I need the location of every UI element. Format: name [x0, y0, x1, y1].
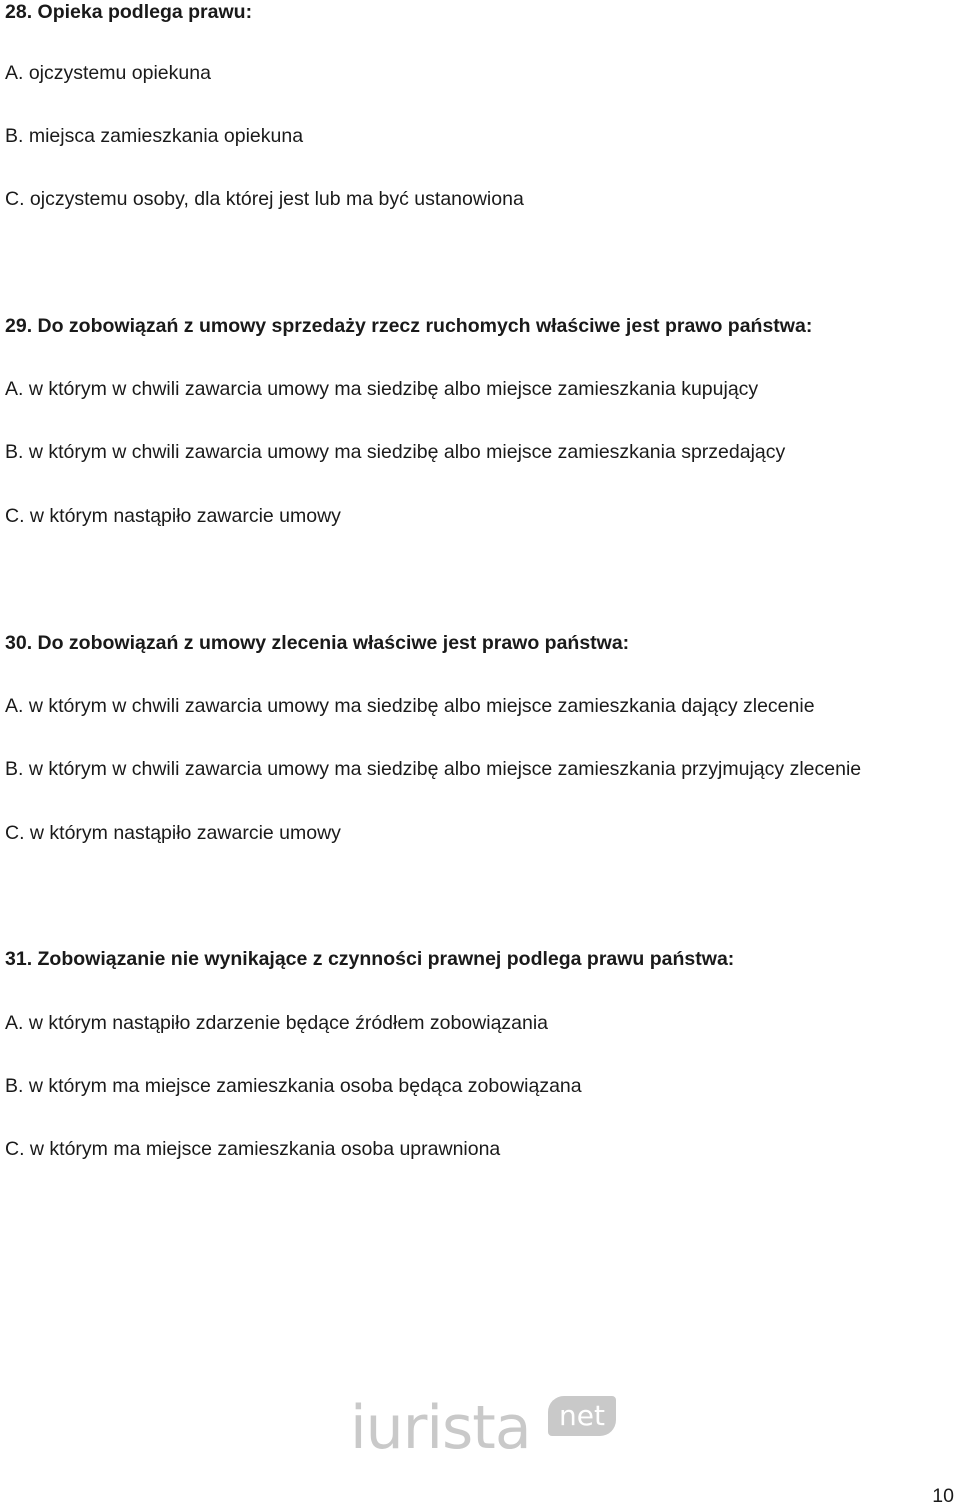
question-28-answer-b: B. miejsca zamieszkania opiekuna [5, 125, 304, 147]
question-29-answer-a: A. w którym w chwili zawarcia umowy ma siedzibę albo miejsce zamieszkania kupujący [5, 378, 759, 400]
logo-badge [548, 1396, 616, 1436]
question-28-answer-c: C. ojczystemu osoby, dla której jest lub ma być ustanowiona [5, 188, 524, 210]
question-30-answer-b: B. w którym w chwili zawarcia umowy ma siedzibę albo miejsce zamieszkania przyjmujący zlecenie [5, 758, 862, 780]
question-29-title: 29. Do zobowiązań z umowy sprzedaży rzecz ruchomych właściwe jest prawo państwa: [5, 315, 813, 337]
iurista-logo [350, 1392, 620, 1464]
question-28-answer-a: A. ojczystemu opiekuna [5, 62, 211, 84]
question-30-answer-a: A. w którym w chwili zawarcia umowy ma siedzibę albo miejsce zamieszkania dający zlecenie [5, 695, 815, 717]
page-number: 10 [932, 1485, 954, 1507]
question-30-answer-c: C. w którym nastąpiło zawarcie umowy [5, 822, 341, 844]
question-31-answer-a: A. w którym nastąpiło zdarzenie będące źródłem zobowiązania [5, 1012, 549, 1034]
question-31-title: 31. Zobowiązanie nie wynikające z czynności prawnej podlega prawu państwa: [5, 948, 735, 970]
question-31-answer-c: C. w którym ma miejsce zamieszkania osoba uprawniona [5, 1138, 501, 1160]
question-30-title: 30. Do zobowiązań z umowy zlecenia właściwe jest prawo państwa: [5, 632, 630, 654]
question-31-answer-b: B. w którym ma miejsce zamieszkania osoba będąca zobowiązana [5, 1075, 582, 1097]
logo-wordmark: iurista [350, 1393, 531, 1463]
question-29-answer-c: C. w którym nastąpiło zawarcie umowy [5, 505, 341, 527]
logo-badge-text: net [559, 1399, 605, 1432]
question-29-answer-b: B. w którym w chwili zawarcia umowy ma siedzibę albo miejsce zamieszkania sprzedający [5, 441, 786, 463]
question-28-title: 28. Opieka podlega prawu: [5, 1, 253, 23]
